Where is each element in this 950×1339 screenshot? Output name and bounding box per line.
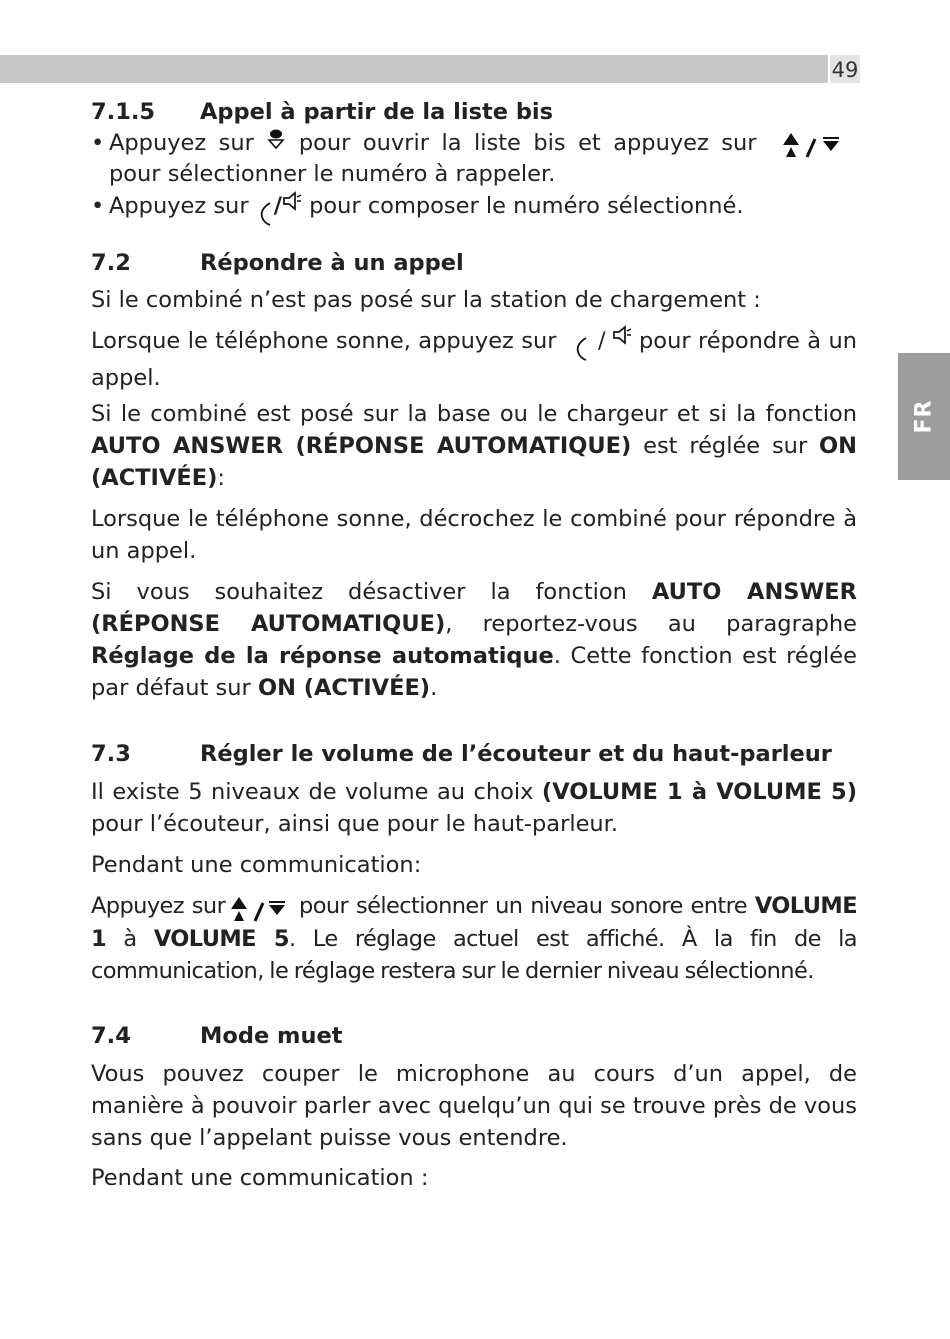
talk-handset-icon — [256, 193, 274, 227]
bullet-dial-number — [91, 191, 857, 227]
section-7-4-heading — [91, 1021, 857, 1051]
redial-icon — [266, 128, 286, 152]
paragraph: Vous pouvez couper le microphone au cours d’un appel, de manière à pouvoir parler avec quelqu’un qui se trouve près de vous sans que l’appelant puisse vous entendre. — [91, 1061, 857, 1151]
bullet-text: pour sélectionner le numéro à rappeler. — [109, 161, 556, 187]
section-number: 7.3 — [91, 741, 131, 767]
paragraph-disable-auto-answer — [91, 576, 857, 704]
paragraph: Pendant une communication : — [91, 1165, 429, 1191]
paragraph-text: est réglée sur — [631, 433, 820, 459]
section-number: 7.4 — [91, 1023, 131, 1049]
paragraph-text: Il existe 5 niveaux de volume au choix — [91, 779, 542, 805]
bold-term: ON (ACTIVÉE) — [257, 675, 431, 701]
paragraph: Lorsque le téléphone sonne, décrochez le combiné pour répondre à un appel. — [91, 506, 857, 564]
paragraph-text: pour sélectionner un niveau sonore entre — [291, 893, 755, 919]
paragraph-text: Lorsque le téléphone sonne, appuyez sur — [91, 328, 564, 354]
section-title: Appel à partir de la liste bis — [200, 99, 554, 125]
section-number: 7.1.5 — [91, 99, 156, 125]
slash-separator: / — [273, 193, 282, 219]
paragraph: Pendant une communication: — [91, 852, 422, 878]
section-title: Mode muet — [200, 1023, 343, 1049]
paragraph-text: pour répondre à un appel. — [91, 328, 857, 391]
speaker-icon — [282, 191, 302, 213]
bold-term: VOLUME 5 — [153, 926, 289, 952]
bullet-dot: • — [91, 193, 105, 219]
paragraph-text: Appuyez sur — [91, 893, 226, 919]
bullet-open-redial-list — [91, 128, 857, 190]
slash-separator: / — [597, 328, 606, 354]
bold-term: Réglage de la réponse automatique — [91, 643, 554, 669]
paragraph-volume-select — [91, 890, 857, 987]
up-down-arrow-icon — [229, 891, 291, 923]
speaker-icon — [612, 325, 632, 347]
paragraph-text: , reportez-vous au paragraphe — [445, 611, 857, 637]
paragraph-answer-button — [91, 325, 857, 394]
paragraph-text: pour l’écouteur, ainsi que pour le haut-parleur. — [91, 811, 619, 837]
paragraph: Si le combiné n’est pas posé sur la station de chargement : — [91, 287, 761, 313]
up-down-arrow-icon — [781, 129, 845, 159]
paragraph-text: Si le combiné est posé sur la base ou le chargeur et si la fonction — [91, 401, 857, 427]
paragraph-text: : — [217, 465, 225, 491]
section-7-1-5-heading — [91, 97, 857, 127]
section-7-2-heading — [91, 248, 857, 278]
talk-handset-icon — [570, 328, 592, 362]
section-title: Répondre à un appel — [200, 250, 464, 276]
bold-term: (VOLUME 1 à VOLUME 5) — [541, 779, 857, 805]
bold-term: AUTO ANSWER (RÉPONSE AUTOMATIQUE) — [91, 579, 857, 637]
paragraph-text: . — [430, 675, 438, 701]
section-number: 7.2 — [91, 250, 131, 276]
language-tab-label: FR — [911, 399, 937, 434]
paragraph-text: . Cette fonction est réglée par défaut sur — [91, 643, 857, 701]
bold-term: AUTO ANSWER (RÉPONSE AUTOMATIQUE) — [91, 433, 632, 459]
paragraph-auto-answer — [91, 398, 857, 494]
bullet-text: pour ouvrir la liste bis et appuyez sur — [286, 130, 769, 156]
header-bar — [0, 55, 828, 83]
paragraph-text: à — [106, 926, 154, 952]
bold-term: VOLUME 1 — [91, 893, 857, 952]
bullet-text: Appuyez sur — [109, 130, 267, 156]
paragraph-volume-levels — [91, 776, 857, 840]
page-number: 49 — [830, 55, 860, 83]
bullet-dot: • — [91, 130, 105, 156]
section-title: Régler le volume de l’écouteur et du haut-parleur — [200, 741, 832, 767]
language-tab — [898, 353, 950, 480]
paragraph-text: Si vous souhaitez désactiver la fonction — [91, 579, 652, 605]
bold-term: ON (ACTIVÉE) — [91, 433, 857, 491]
section-7-3-heading — [91, 739, 857, 769]
bullet-text: Appuyez sur — [109, 193, 256, 219]
bullet-text: pour composer le numéro sélectionné. — [301, 193, 744, 219]
paragraph-text: . Le réglage actuel est affiché. À la fin de la communication, le réglage restera sur le dernier niveau sélectionné. — [91, 926, 857, 984]
